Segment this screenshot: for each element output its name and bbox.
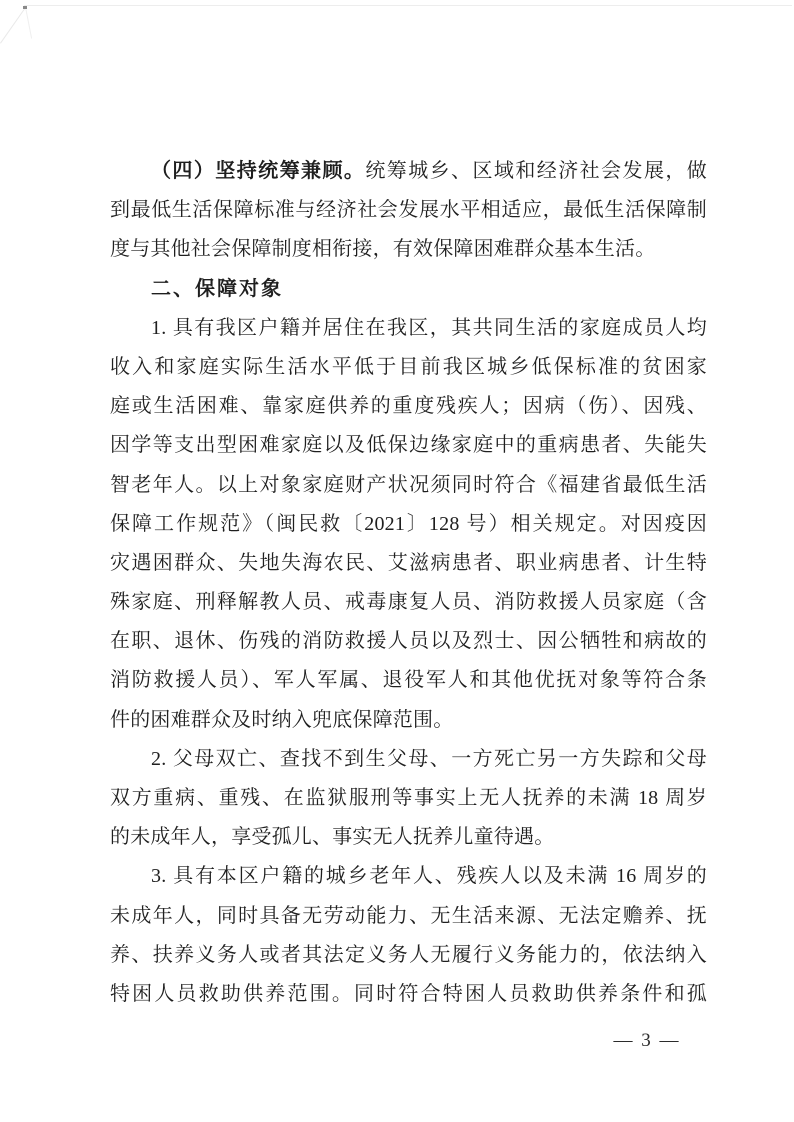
text-run: 统筹城乡、区域和经济社会发展，做 <box>365 160 707 182</box>
section-heading: 二、保障对象 <box>151 277 283 300</box>
paragraph-line: 3. 具有本区户籍的城乡老年人、残疾人以及未满 16 周岁的 <box>151 865 707 888</box>
document-text-block <box>110 152 707 1014</box>
scan-artifact-diagonal-left <box>0 7 26 44</box>
paragraph-line: 度与其他社会保障制度相衔接，有效保障困难群众基本生活。 <box>110 238 656 261</box>
scan-artifact-speck <box>23 6 27 9</box>
paragraph-line: 2. 父母双亡、查找不到生父母、一方死亡另一方失踪和父母 <box>151 747 707 770</box>
paragraph-line: 未成年人，同时具备无劳动能力、无生活来源、无法定赡养、抚 <box>110 904 707 927</box>
paragraph-line: 双方重病、重残、在监狱服刑等事实上无人抚养的未满 18 周岁 <box>110 787 707 809</box>
paragraph-line: 在职、退休、伤残的消防救援人员以及烈士、因公牺牲和病故的 <box>110 630 707 653</box>
scan-artifact-top-edge-line <box>24 5 792 6</box>
paragraph-line: 特困人员救助供养范围。同时符合特困人员救助供养条件和孤 <box>110 982 707 1005</box>
paragraph-line: 养、扶养义务人或者其法定义务人无履行义务能力的，依法纳入 <box>110 943 707 966</box>
paragraph-line: 收入和家庭实际生活水平低于目前我区城乡低保标准的贫困家 <box>110 355 707 378</box>
paragraph-line: 殊家庭、刑释解教人员、戒毒康复人员、消防救援人员家庭（含 <box>110 591 707 614</box>
paragraph-line: 保障工作规范》（闽民救〔2021〕128 号）相关规定。对因疫因 <box>110 512 707 535</box>
bold-run: （四）坚持统筹兼顾。 <box>151 160 366 182</box>
paragraph-line: 因学等支出型困难家庭以及低保边缘家庭中的重病患者、失能失 <box>110 434 707 457</box>
paragraph-line: 庭或生活困难、靠家庭供养的重度残疾人；因病（伤）、因残、 <box>110 395 707 418</box>
paragraph-line: 的未成年人，享受孤儿、事实无人抚养儿童待遇。 <box>110 826 555 849</box>
page-number: — 3 — <box>613 1030 681 1051</box>
scan-artifact-diagonal-right <box>25 7 32 39</box>
paragraph-line: 到最低生活保障标准与经济社会发展水平相适应，最低生活保障制 <box>110 199 707 222</box>
paragraph-line: 件的困难群众及时纳入兜底保障范围。 <box>110 708 454 731</box>
paragraph-line: 消防救援人员）、军人军属、退役军人和其他优抚对象等符合条 <box>110 669 707 692</box>
paragraph-line: 1. 具有我区户籍并居住在我区，其共同生活的家庭成员人均 <box>151 316 707 339</box>
paragraph-line <box>110 152 707 191</box>
paragraph-line: 智老年人。以上对象家庭财产状况须同时符合《福建省最低生活 <box>110 473 707 496</box>
paragraph-line: 灾遇困群众、失地失海农民、艾滋病患者、职业病患者、计生特 <box>110 551 707 574</box>
